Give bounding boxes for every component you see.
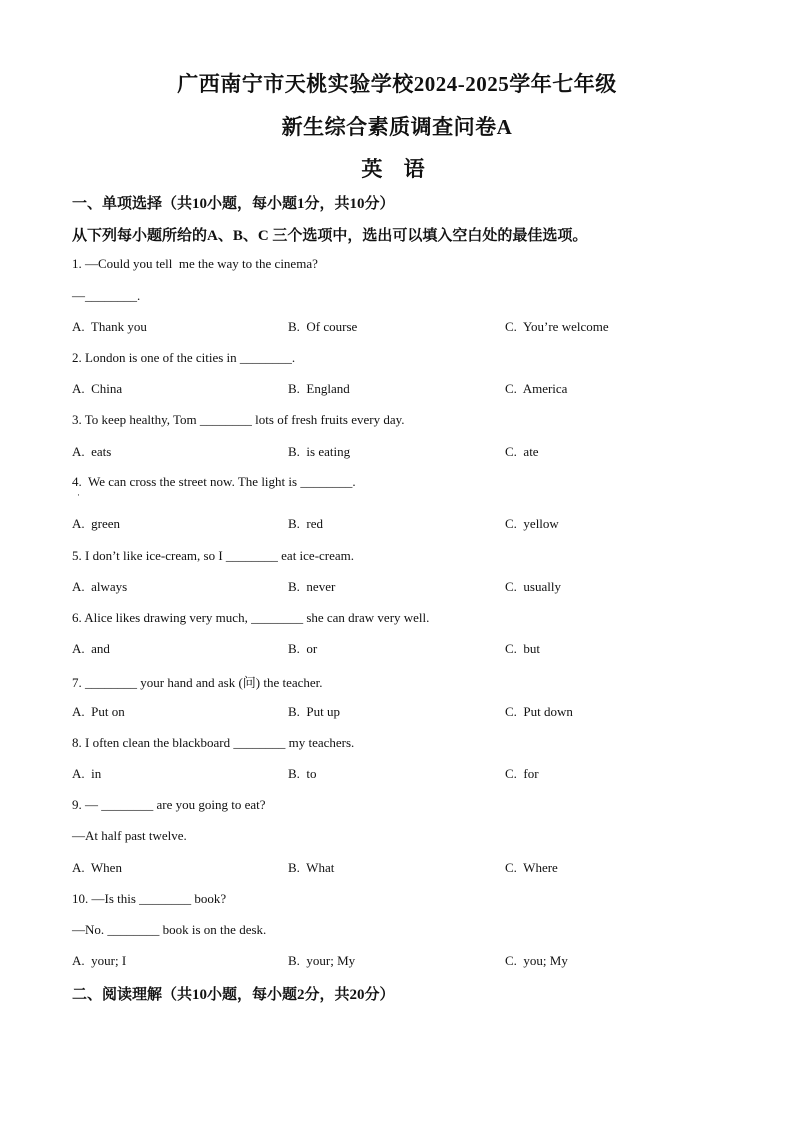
- question-4-option-b: B. red: [288, 516, 324, 531]
- question-8-option-a: A. in: [72, 766, 102, 781]
- question-10-stem: 10. —Is this ________ book?: [72, 891, 227, 906]
- question-9-option-c: C. Where: [505, 860, 558, 875]
- stray-dot-mark: ·: [77, 490, 80, 500]
- question-5-option-a: A. always: [72, 579, 128, 594]
- question-3-option-b: B. is eating: [288, 444, 351, 459]
- question-4-option-c: C. yellow: [505, 516, 559, 531]
- title-line-2: 新生综合素质调查问卷A: [281, 115, 513, 139]
- question-1-option-a: A. Thank you: [72, 319, 147, 334]
- question-10-option-c: C. you; My: [505, 953, 568, 968]
- question-5-stem: 5. I don’t like ice-cream, so I ________ eat ice-cream.: [72, 548, 355, 563]
- section-1-heading: 一、单项选择（共10小题，每小题1分，共10分）: [72, 196, 395, 212]
- question-5-option-b: B. never: [288, 579, 336, 594]
- section-2-heading: 二、阅读理解（共10小题，每小题2分，共20分）: [72, 987, 395, 1003]
- question-1-stem: 1. —Could you tell me the way to the cinema?: [72, 256, 318, 271]
- question-8-option-c: C. for: [505, 766, 539, 781]
- question-6-option-a: A. and: [72, 641, 110, 656]
- question-3-stem: 3. To keep healthy, Tom ________ lots of fresh fruits every day.: [72, 412, 405, 427]
- question-5-option-c: C. usually: [505, 579, 561, 594]
- question-8-option-b: B. to: [288, 766, 317, 781]
- section-1-instruction: 从下列每小题所给的A、B、C 三个选项中，选出可以填入空白处的最佳选项。: [72, 228, 588, 244]
- question-9-option-a: A. When: [72, 860, 122, 875]
- question-9-stem: 9. — ________ are you going to eat?: [72, 797, 266, 812]
- question-6-option-c: C. but: [505, 641, 541, 656]
- question-4-stem: 4. We can cross the street now. The light is ________.: [72, 474, 356, 489]
- question-1-option-b: B. Of course: [288, 319, 358, 334]
- question-3-option-c: C. ate: [505, 444, 539, 459]
- question-6-stem: 6. Alice likes drawing very much, ________ she can draw very well.: [72, 610, 430, 625]
- question-9-response: —At half past twelve.: [72, 828, 187, 843]
- question-2-option-c: C. America: [505, 381, 568, 396]
- question-10-option-a: A. your; I: [72, 953, 127, 968]
- question-2-option-a: A. China: [72, 381, 123, 396]
- question-6-option-b: B. or: [288, 641, 318, 656]
- question-10-response: —No. ________ book is on the desk.: [72, 922, 267, 937]
- question-7-option-c: C. Put down: [505, 704, 573, 719]
- subject-title: 英 语: [361, 157, 433, 181]
- question-2-option-b: B. England: [288, 381, 350, 396]
- question-7-option-b: B. Put up: [288, 704, 341, 719]
- question-4-option-a: A. green: [72, 516, 121, 531]
- question-10-option-b: B. your; My: [288, 953, 356, 968]
- question-7-option-a: A. Put on: [72, 704, 125, 719]
- question-1-option-c: C. You’re welcome: [505, 319, 609, 334]
- question-3-option-a: A. eats: [72, 444, 112, 459]
- question-8-stem: 8. I often clean the blackboard ________ my teachers.: [72, 735, 355, 750]
- question-2-stem: 2. London is one of the cities in ________.: [72, 350, 296, 365]
- question-1-response: —________.: [72, 288, 141, 303]
- title-line-1: 广西南宁市天桃实验学校2024-2025学年七年级: [177, 72, 617, 96]
- question-7-stem: 7. ________ your hand and ask (问) the teacher.: [72, 675, 323, 690]
- question-9-option-b: B. What: [288, 860, 335, 875]
